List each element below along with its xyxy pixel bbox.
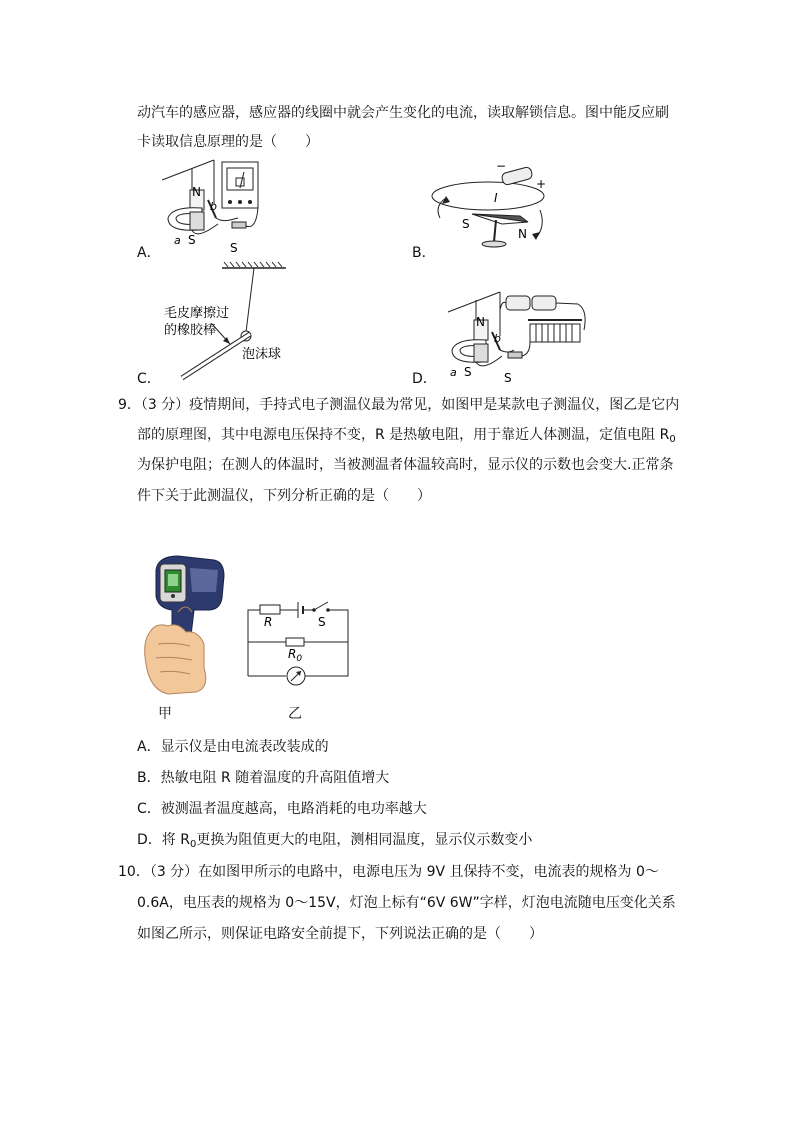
- q10-text-line-2: 0.6A，电压表的规格为 0～15V，灯泡上标有“6V 6W”字样，灯泡电流随电压变化关系: [137, 895, 676, 911]
- fig-c-ball-label: 泡沫球: [242, 347, 282, 362]
- q9-option-a[interactable]: A．显示仪是由电流表改装成的: [137, 739, 329, 755]
- circuit-r0-subscript: 0: [296, 654, 303, 664]
- circuit-r0-main: R: [288, 647, 297, 661]
- fig-d-s-label-1: S: [464, 365, 472, 379]
- circuit-s-label: S: [318, 615, 326, 629]
- q9-figure-yi-label: 乙: [288, 706, 302, 722]
- fig-b-s-label: S: [462, 217, 470, 231]
- fig-a-b-label: b: [210, 200, 217, 213]
- circuit-r-label: R: [264, 615, 273, 629]
- q9-figure-jia-label: 甲: [158, 706, 172, 722]
- q9-thermometer-image: [138, 552, 228, 697]
- q9-r0-subscript: 0: [669, 434, 676, 445]
- q8-option-b[interactable]: B．: [412, 245, 436, 261]
- q9-circuit-diagram: [248, 596, 352, 676]
- q9-option-c[interactable]: C．被测温者温度越高，电路消耗的电功率越大: [137, 801, 427, 817]
- q8-option-c[interactable]: C．: [137, 371, 161, 387]
- fig-d-b-label: b: [494, 332, 501, 345]
- fig-d-a-label: a: [450, 366, 457, 379]
- q9-text-line-3: 为保护电阻；在测人的体温时，当被测温者体温较高时，显示仪的示数也会变大.正常条: [137, 457, 674, 473]
- q8-figure-d: [438, 290, 598, 385]
- q9-option-d-post: 更换为阻值更大的电阻，测相同温度，显示仪示数变小: [196, 832, 533, 848]
- q8-option-d[interactable]: D．: [412, 371, 437, 387]
- fig-b-current-label: I: [494, 191, 498, 205]
- fig-d-s-label-2: S: [504, 371, 512, 385]
- fig-a-n-label: N: [192, 185, 201, 199]
- fig-b-plus-label: +: [536, 177, 547, 191]
- q8-text-line-2: 卡读取信息原理的是（ ）: [137, 134, 319, 150]
- q8-text-line-1: 动汽车的感应器，感应器的线圈中就会产生变化的电流，读取解锁信息。图中能反应刷: [137, 105, 669, 121]
- fig-b-n-label: N: [518, 227, 527, 241]
- q8-option-a[interactable]: A．: [137, 245, 161, 261]
- fig-a-a-label: a: [174, 234, 181, 247]
- circuit-r0-label: [288, 647, 302, 664]
- q8-figure-b: [432, 158, 552, 253]
- fig-c-rod-label-2: 的橡胶棒: [164, 323, 217, 338]
- fig-a-s-label-1: S: [188, 233, 196, 247]
- q9-text-line-2-main: 部的原理图，其中电源电压保持不变，R 是热敏电阻，用于靠近人体测温，定值电阻 R: [137, 427, 670, 443]
- q8-figure-c: [162, 262, 312, 387]
- q9-option-b[interactable]: B．热敏电阻 R 随着温度的升高阻值增大: [137, 770, 390, 786]
- fig-a-s-label-2: S: [230, 241, 238, 255]
- fig-d-n-label: N: [476, 315, 485, 329]
- q9-option-d-pre: D．将 R: [137, 832, 190, 848]
- q9-text-line-4: 件下关于此测温仪，下列分析正确的是（ ）: [137, 488, 431, 504]
- q10-text-line-1: 10．（3 分）在如图甲所示的电路中，电源电压为 9V 且保持不变，电流表的规格为 0～: [118, 864, 659, 880]
- q10-text-line-3: 如图乙所示，则保证电路安全前提下，下列说法正确的是（ ）: [137, 926, 543, 942]
- fig-b-minus-label: −: [496, 159, 507, 173]
- q9-text-line-2: [137, 426, 676, 446]
- q9-option-d-subscript: 0: [189, 839, 197, 850]
- q8-figure-a: [152, 160, 282, 255]
- fig-c-rod-label-1: 毛皮摩擦过: [164, 306, 230, 321]
- q9-option-d[interactable]: [137, 831, 532, 851]
- q9-text-line-1: 9．（3 分）疫情期间，手持式电子测温仪最为常见，如图甲是某款电子测温仪，图乙是它内: [118, 397, 680, 413]
